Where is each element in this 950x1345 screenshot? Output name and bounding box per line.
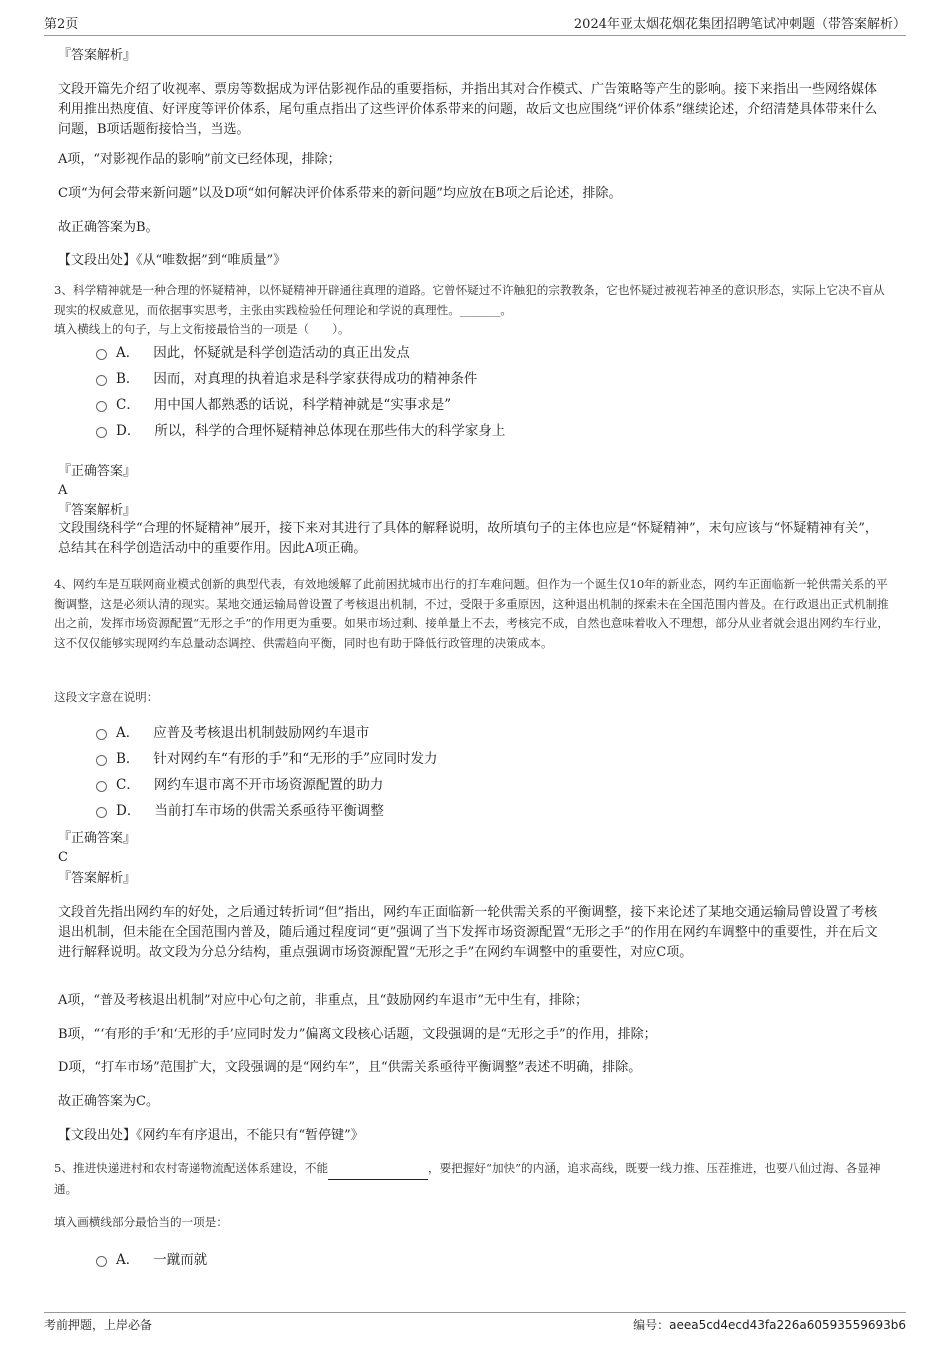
question-prompt: 填入横线上的句子，与上文衔接最恰当的一项是（ ）。: [54, 322, 350, 336]
option-text: 应普及考核退出机制鼓励网约车退市: [153, 725, 370, 741]
analysis-paragraph: C项“为何会带来新问题”以及D项“如何解决评价体系带来的新问题”均应放在B项之后论述，排除。: [58, 186, 622, 201]
analysis-paragraph: 文段开篇先介绍了收视率、票房等数据成为评估影视作品的重要指标，并指出其对合作模式、广告策略等产生的影响。接下来指出一些网络媒体利用推出热度值、好评度等评价体系，尾句重点指出了这些评价体系带来的问题，故后文也应围绕“评价体系”继续论述，介绍清楚具体带来什么问题，B项话题衔接恰当，当选。: [58, 82, 878, 137]
analysis-paragraph: A项，“普及考核退出机制”对应中心句之前，非重点，且“鼓励网约车退市”无中生有，排除；: [58, 993, 588, 1008]
analysis-paragraph: D项，“打车市场”范围扩大，文段强调的是“网约车”，且“供需关系亟待平衡调整”表述不明确，排除。: [58, 1060, 642, 1075]
option-text: 针对网约车“有形的手”和“无形的手”应同时发力: [153, 751, 438, 767]
analysis-paragraph: A项，“对影视作品的影响”前文已经体现，排除；: [58, 152, 341, 167]
source-citation: 【文段出处】《从“唯数据”到“唯质量”》: [58, 253, 287, 268]
radio-button[interactable]: [96, 807, 107, 818]
option-b[interactable]: [96, 369, 477, 389]
radio-button[interactable]: [96, 729, 107, 740]
stem-part: ，要把握好“加快”的内涵，追求高线，既要一线力推、压茬推进，也要八仙过海、各显神通。: [54, 1161, 881, 1196]
document-code: 编号：aeea5cd4ecd43fa226a60593559693b6: [633, 1318, 906, 1332]
option-d[interactable]: [96, 421, 505, 441]
option-text: 因此，怀疑就是科学创造活动的真正出发点: [153, 345, 410, 361]
analysis-paragraph: 文段围绕科学“合理的怀疑精神”展开，接下来对其进行了具体的解释说明，故所填句子的主体也应是“怀疑精神”，末句应该与“怀疑精神有关”，总结其在科学创造活动中的重要作用。因此A项正确。: [58, 521, 878, 556]
option-a[interactable]: [96, 343, 410, 363]
option-label: D．: [116, 803, 141, 819]
option-text: 网约车退市离不开市场资源配置的助力: [153, 777, 384, 793]
option-c[interactable]: [96, 775, 383, 795]
page-footer: [44, 1312, 906, 1333]
radio-button[interactable]: [96, 401, 107, 412]
source-citation: 【文段出处】《网约车有序退出，不能只有“暂停键”》: [58, 1128, 364, 1143]
option-label: C．: [116, 777, 140, 793]
question-stem: [54, 1159, 894, 1199]
option-label: C．: [116, 397, 140, 413]
question-prompt: 这段文字意在说明：: [54, 690, 159, 704]
radio-button[interactable]: [96, 375, 107, 386]
option-b[interactable]: [96, 749, 438, 769]
analysis-heading: 『答案解析』: [58, 48, 137, 63]
option-label: A．: [116, 1252, 140, 1268]
option-a[interactable]: [96, 723, 369, 743]
page-number: 第2页: [44, 17, 79, 32]
correct-answer-heading: 『正确答案』: [58, 831, 137, 846]
document-title: 2024年亚太烟花烟花集团招聘笔试冲刺题（带答案解析）: [573, 17, 906, 32]
option-text: 因而，对真理的执着追求是科学家获得成功的精神条件: [153, 371, 478, 387]
answer-conclusion: 故正确答案为B。: [58, 220, 159, 235]
analysis-paragraph: B项，“‘有形的手’和‘无形的手’应同时发力”偏离文段核心话题，文段强调的是“无形之手”的作用，排除；: [58, 1027, 657, 1042]
option-label: B．: [116, 371, 140, 387]
radio-button[interactable]: [96, 1256, 107, 1267]
option-c[interactable]: [96, 395, 451, 415]
footer-slogan: 考前押题，上岸必备: [44, 1318, 153, 1332]
stem-part: 5、推进快递进村和农村寄递物流配送体系建设，不能: [54, 1161, 329, 1175]
question-prompt: 填入画横线部分最恰当的一项是：: [54, 1215, 228, 1229]
question-stem: 3、科学精神就是一种合理的怀疑精神，以怀疑精神开辟通往真理的道路。它曾怀疑过不许触犯的宗教教条，它也怀疑过被视若神圣的意识形态，实际上它决不盲从现实的权威意见，而依据事实思考，主张由实践检验任何理论和学说的真理性。_______。: [54, 283, 885, 317]
correct-answer: A: [58, 483, 68, 498]
analysis-paragraph: 文段首先指出网约车的好处，之后通过转折词“但”指出，网约车正面临新一轮供需关系的平衡调整，接下来论述了某地交通运输局曾设置了考核退出机制，但未能在全国范围内普及，随后通过程度词“更”强调了当下发挥市场资源配置“无形之手”的作用在网约车调整中的重要性，并在后文进行解释说明。故文段为分总分结构，重点强调市场资源配置“无形之手”在网约车调整中的重要性，对应C项。: [58, 905, 878, 960]
option-a[interactable]: [96, 1250, 207, 1270]
option-d[interactable]: [96, 801, 384, 821]
radio-button[interactable]: [96, 755, 107, 766]
option-text: 一蹴而就: [153, 1252, 208, 1268]
correct-answer: C: [58, 850, 68, 865]
answer-blank: [328, 1159, 428, 1180]
radio-button[interactable]: [96, 427, 107, 438]
option-label: B．: [116, 751, 140, 767]
option-label: A．: [116, 345, 140, 361]
option-text: 当前打车市场的供需关系亟待平衡调整: [154, 803, 384, 819]
radio-button[interactable]: [96, 781, 107, 792]
analysis-heading: 『答案解析』: [58, 871, 137, 886]
option-label: A．: [116, 725, 140, 741]
option-label: D．: [116, 423, 141, 439]
answer-conclusion: 故正确答案为C。: [58, 1094, 159, 1109]
question-stem: 4、网约车是互联网商业模式创新的典型代表，有效地缓解了此前困扰城市出行的打车难问题。但作为一个诞生仅10年的新业态，网约车正面临新一轮供需关系的平衡调整，这是必须认清的现实。某地交通运输局曾设置了考核退出机制，不过，受限于多重原因，这种退出机制的探索未在全国范围内普及。在行政退出正式机制推出之前，发挥市场资源配置“无形之手”的作用更为重要。如果市场过剩、接单量上不去，考核完不成，自然也意味着收入不理想，部分从业者就会退出网约车行业，这不仅仅能够实现网约车总量动态调控、供需趋向平衡，同时也有助于降低行政管理的决策成本。: [54, 577, 890, 650]
radio-button[interactable]: [96, 349, 107, 360]
option-text: 所以，科学的合理怀疑精神总体现在那些伟大的科学家身上: [154, 423, 506, 439]
page-header: [44, 12, 906, 36]
analysis-heading: 『答案解析』: [58, 503, 137, 518]
correct-answer-heading: 『正确答案』: [58, 464, 137, 479]
option-text: 用中国人都熟悉的话说，科学精神就是“实事求是”: [153, 397, 452, 413]
